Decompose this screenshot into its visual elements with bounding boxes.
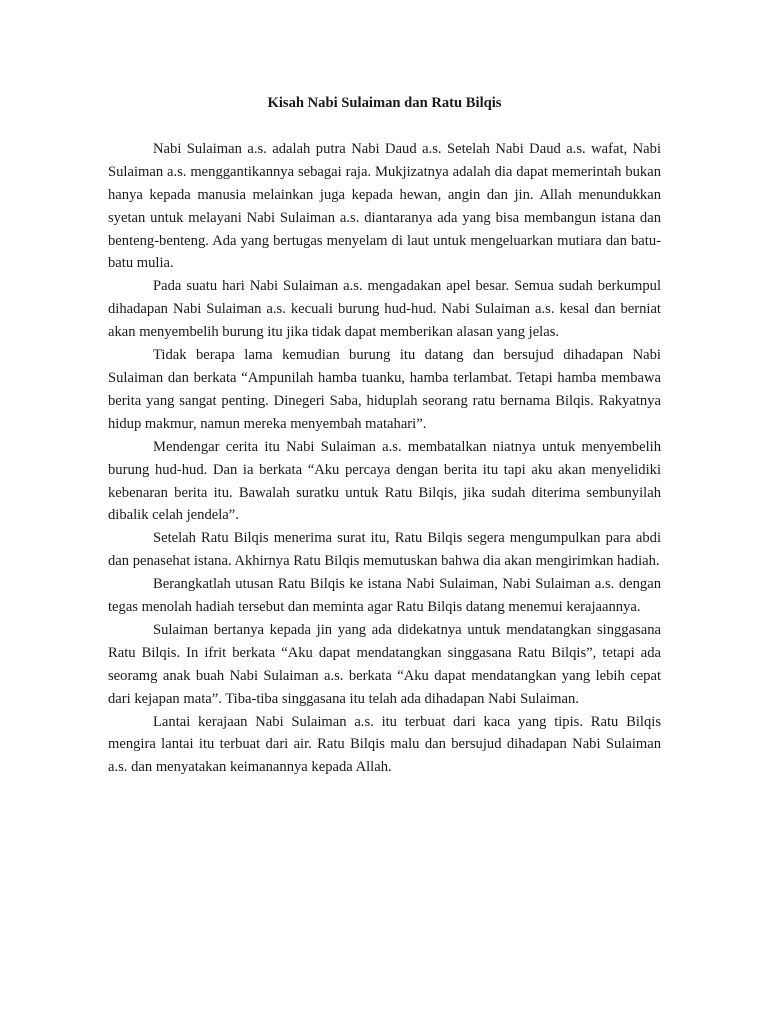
paragraph-7: Sulaiman bertanya kepada jin yang ada didekatnya untuk mendatangkan singgasana Ratu Bilqis. In ifrit berkata “Aku dapat mendatangkan singgasana Ratu Bilqis”, tetapi ada seoramg anak buah Nabi Sulaiman a.s. berkata “Aku dapat mendatangkan yang lebih cepat dari kejapan mata”. Tiba-tiba singgasana itu telah ada dihadapan Nabi Sulaiman.	[108, 621, 661, 707]
paragraph-1: Nabi Sulaiman a.s. adalah putra Nabi Daud a.s. Setelah Nabi Daud a.s. wafat, Nabi Sulaiman a.s. menggantikannya sebagai raja. Mukjizatnya adalah dia dapat memerintah bukan hanya kepada manusia melainkan juga kepada hewan, angin dan jin. Allah menundukkan syetan untuk melayani Nabi Sulaiman a.s. diantaranya ada yang bisa membangun istana dan benteng-benteng. Ada yang bertugas menyelam di laut untuk mengeluarkan mutiara dan batu-batu mulia.	[108, 140, 661, 272]
paragraph-5: Setelah Ratu Bilqis menerima surat itu, Ratu Bilqis segera mengumpulkan para abdi dan penasehat istana. Akhirnya Ratu Bilqis memutuskan bahwa dia akan mengirimkan hadiah.	[108, 530, 661, 570]
paragraph-3: Tidak berapa lama kemudian burung itu datang dan bersujud dihadapan Nabi Sulaiman dan berkata “Ampunilah hamba tuanku, hamba terlambat. Tetapi hamba membawa berita yang sangat penting. Dinegeri Saba, hiduplah seorang ratu bernama Bilqis. Rakyatnya hidup makmur, namun mereka menyembah matahari”.	[108, 347, 661, 432]
paragraph-4: Mendengar cerita itu Nabi Sulaiman a.s. membatalkan niatnya untuk menyembelih burung hud-hud. Dan ia berkata “Aku percaya dengan berita itu tapi aku akan menyelidiki kebenaran berita itu. Bawalah suratku untuk Ratu Bilqis, jika sudah diterima sembunyilah dibalik celah jendela”.	[108, 438, 661, 524]
paragraph-8: Lantai kerajaan Nabi Sulaiman a.s. itu terbuat dari kaca yang tipis. Ratu Bilqis mengira lantai itu terbuat dari air. Ratu Bilqis malu dan bersujud dihadapan Nabi Sulaiman a.s. dan menyatakan keimanannya kepada Allah.	[108, 713, 661, 776]
document-title: Kisah Nabi Sulaiman dan Ratu Bilqis	[267, 95, 502, 111]
paragraph-2: Pada suatu hari Nabi Sulaiman a.s. mengadakan apel besar. Semua sudah berkumpul dihadapan Nabi Sulaiman a.s. kecuali burung hud-hud. Nabi Sulaiman a.s. kesal dan berniat akan menyembelih burung itu jika tidak dapat memberikan alasan yang jelas.	[108, 278, 661, 341]
document-body	[108, 92, 661, 779]
paragraph-6: Berangkatlah utusan Ratu Bilqis ke istana Nabi Sulaiman, Nabi Sulaiman a.s. dengan tegas menolah hadiah tersebut dan meminta agar Ratu Bilqis datang menemui kerajaannya.	[108, 576, 661, 616]
